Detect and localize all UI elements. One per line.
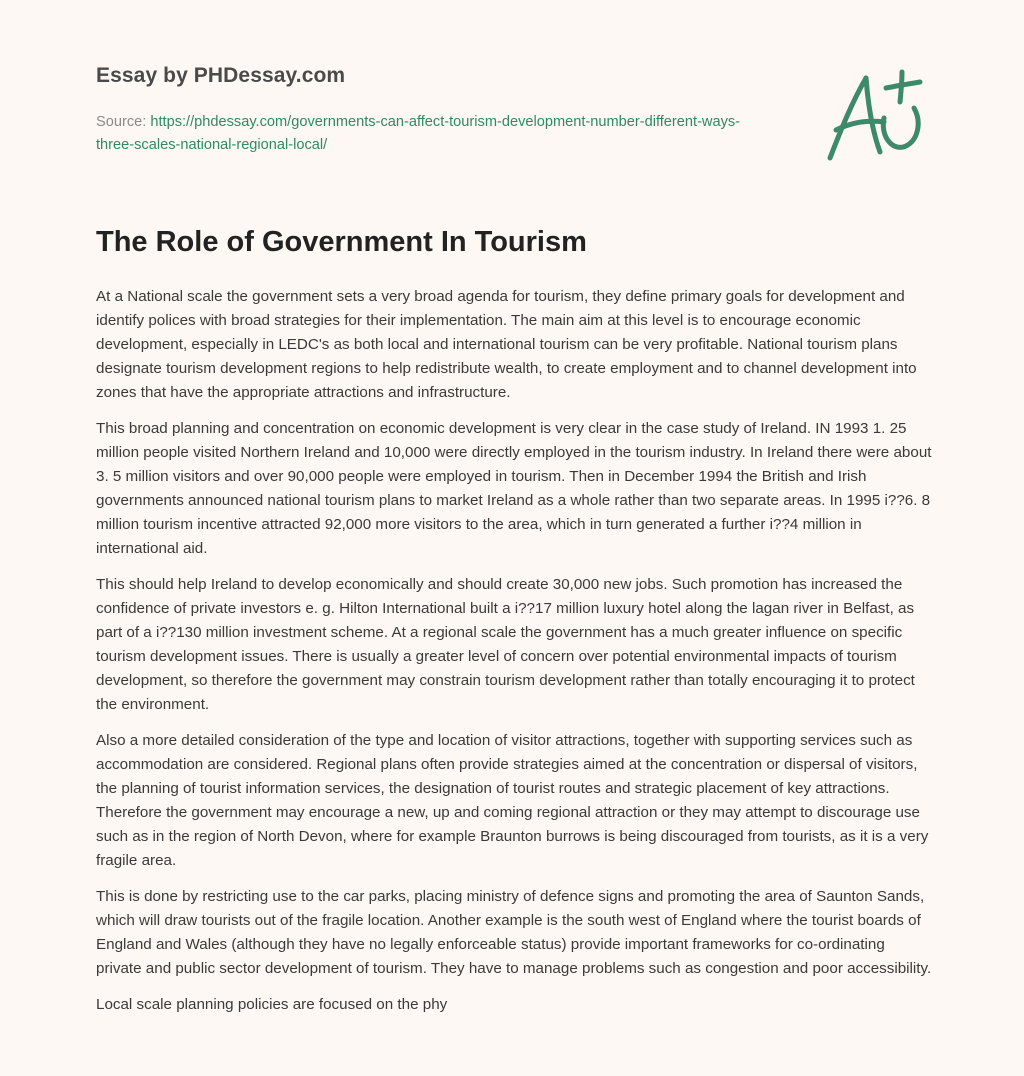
site-title: Essay by PHDessay.com bbox=[96, 64, 346, 87]
essay-paragraph: Local scale planning policies are focused on the phy bbox=[96, 996, 448, 1013]
essay-paragraph: At a National scale the government sets a very broad agenda for tourism, they define primary goals for development and identify polices with broad strategies for their implementation. The main aim at this level is to encourage economic development, especially in LEDC's as both local and international tourism can be very profitable. National tourism plans designate tourism development regions to help redistribute wealth, to create employment and to channel development into zones that have the appropriate attractions and infrastructure. bbox=[96, 288, 917, 401]
essay-paragraph: This should help Ireland to develop economically and should create 30,000 new jobs. Such promotion has increased the confidence of private investors e. g. Hilton International built a i??17 million luxury hotel along the lagan river in Belfast, as part of a i??130 million investment scheme. At a regional scale the government has a much greater influence on specific tourism development issues. There is usually a greater level of concern over potential environmental impacts of tourism development, so therefore the government may constrain tourism development rather than totally encouraging it to protect the environment. bbox=[96, 576, 915, 713]
source-label: Source: bbox=[96, 114, 151, 130]
essay-paragraph: This is done by restricting use to the car parks, placing ministry of defence signs and promoting the area of Saunton Sands, which will draw tourists out of the fragile location. Another example is the south west of England where the tourist boards of England and Wales (although they have no legally enforceable status) provide important frameworks for co-ordinating private and public sector development of tourism. They have to manage problems such as congestion and poor accessibility. bbox=[96, 888, 932, 977]
a-plus-logo-icon bbox=[822, 68, 932, 166]
essay-body bbox=[96, 285, 934, 1029]
essay-title: The Role of Government In Tourism bbox=[96, 226, 587, 258]
source-link[interactable]: https://phdessay.com/governments-can-affect-tourism-development-number-different-ways-three-scales-national-regional-local/ bbox=[96, 114, 741, 153]
source-line bbox=[96, 111, 776, 157]
essay-paragraph: This broad planning and concentration on economic development is very clear in the case study of Ireland. IN 1993 1. 25 million people visited Northern Ireland and 10,000 were directly employed in the tourism industry. In Ireland there were about 3. 5 million visitors and over 90,000 people were employed in tourism. Then in December 1994 the British and Irish governments announced national tourism plans to market Ireland as a whole rather than two separate areas. In 1995 i??6. 8 million tourism incentive attracted 92,000 more visitors to the area, which in turn generated a further i??4 million in international aid. bbox=[96, 420, 932, 557]
essay-paragraph: Also a more detailed consideration of the type and location of visitor attractions, together with supporting services such as accommodation are considered. Regional plans often provide strategies aimed at the concentration or dispersal of visitors, the planning of tourist information services, the designation of tourist routes and strategic placement of key attractions. Therefore the government may encourage a new, up and coming regional attraction or they may attempt to discourage use such as in the region of North Devon, where for example Braunton burrows is being discouraged from tourists, as it is a very fragile area. bbox=[96, 732, 929, 869]
